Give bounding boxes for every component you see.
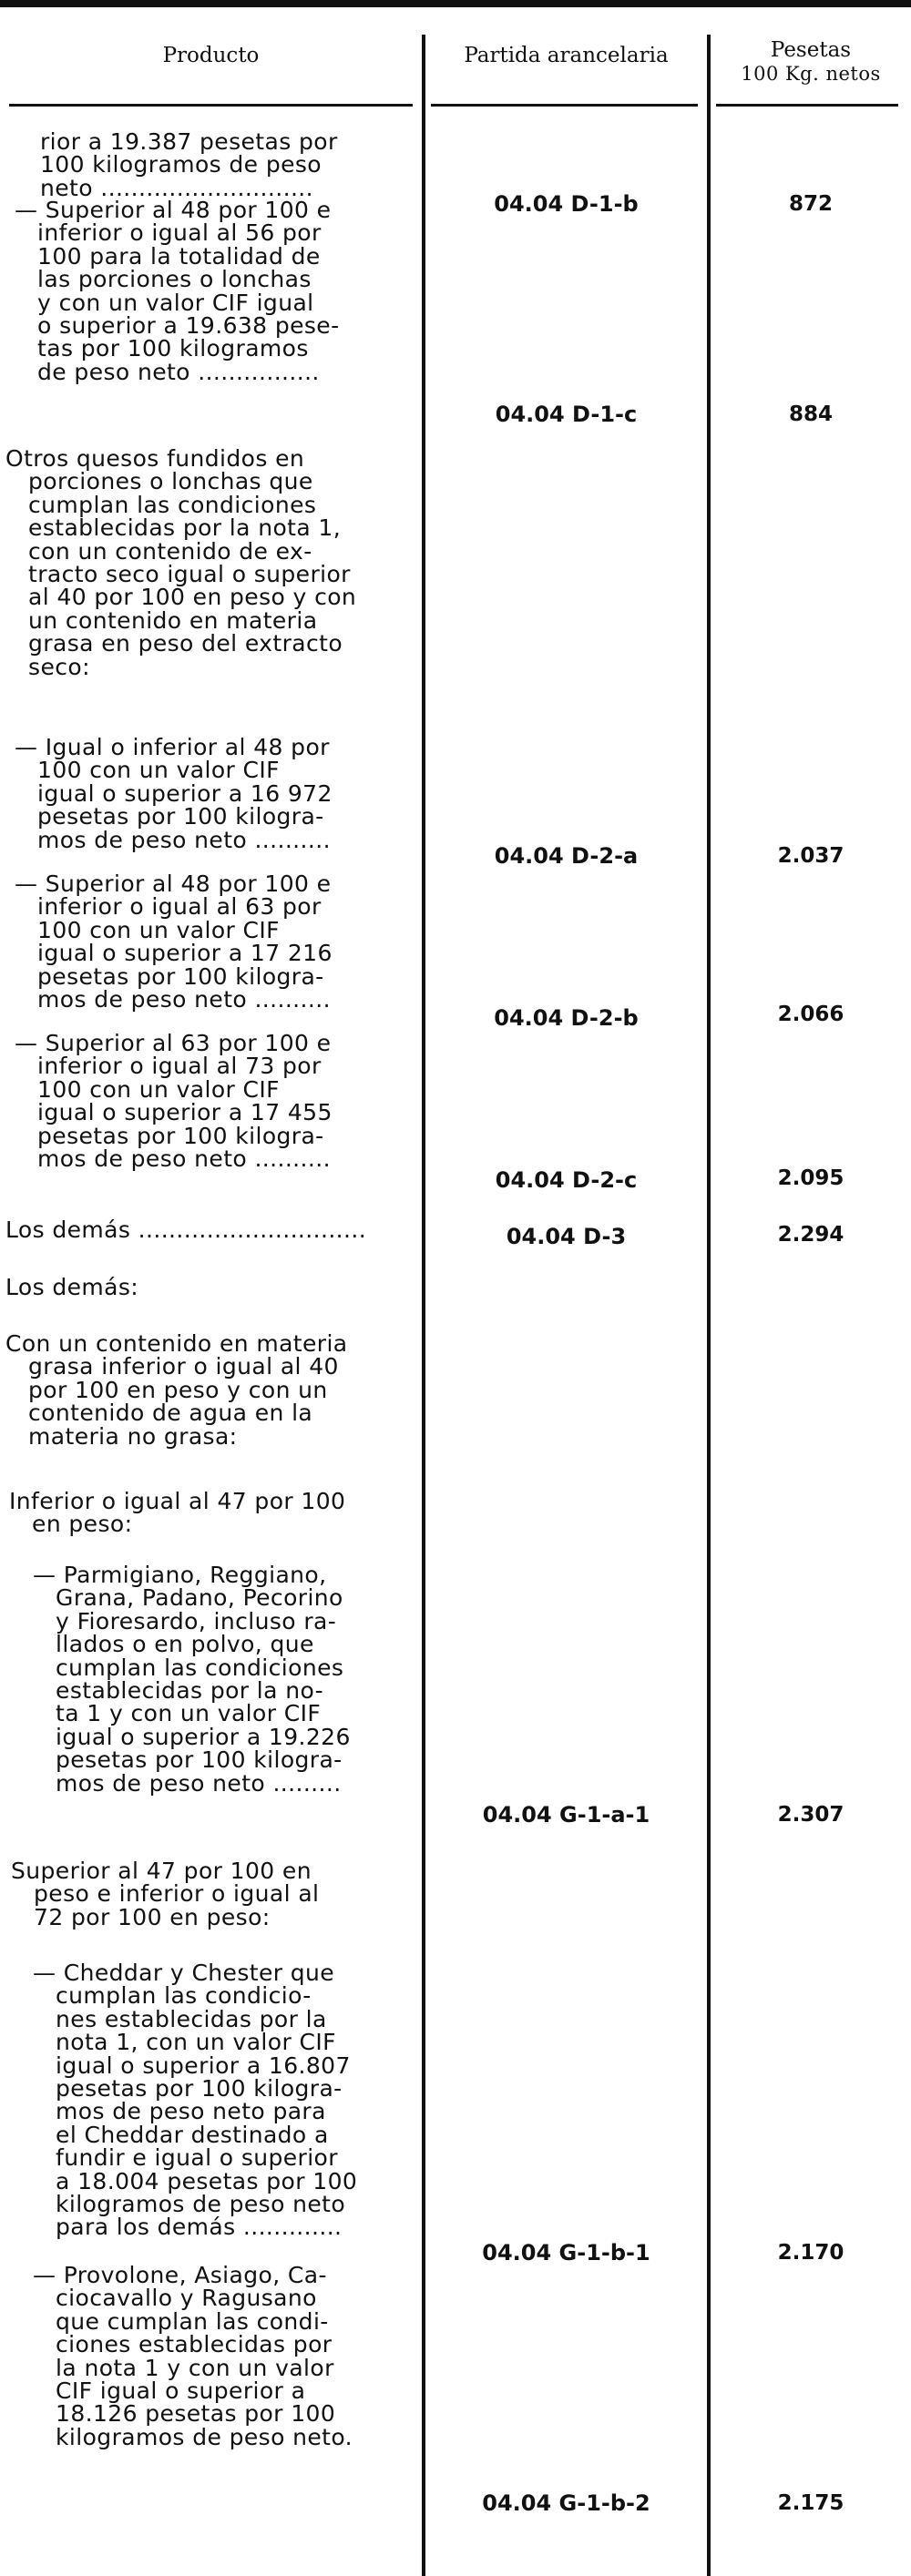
header-pesetas-sub: 100 Kg. netos [741,63,881,85]
tariff-code: 04.04 G-1-b-2 [482,2490,650,2516]
header-pesetas [711,38,911,86]
product-description: Los demás .............................. [5,1217,367,1243]
product-description: Con un contenido en materia grasa inferior o igual al 40 por 100 en peso y con un contenido de agua en la materia no grasa: [5,1330,348,1450]
product-description: — Igual o inferior al 48 por 100 con un valor CIF igual o superior a 16 972 pesetas por 100 kilogra- mos de peso neto .......... [15,734,333,853]
product-description: — Cheddar y Chester que cumplan las condicio- nes establecidas por la nota 1, con un valor CIF igual o superior a 16.807 pesetas por 100 kilogra- mos de peso neto para el Cheddar destinado a fundir e igual o superior a 18.004 pesetas por 100 kilogramos de peso neto para los demás ............. [33,1960,358,2241]
tariff-code: 04.04 D-1-c [495,402,638,427]
price-value: 2.175 [777,2491,844,2515]
tariff-code: 04.04 D-2-b [494,1005,639,1031]
price-value: 872 [788,192,833,216]
price-value: 2.294 [777,1223,844,1247]
product-description: Inferior o igual al 47 por 100 en peso: [9,1488,346,1538]
product-description: rior a 19.387 pesetas por 100 kilogramos de peso neto ............................ [40,128,338,201]
price-value: 884 [788,402,833,426]
price-value: 2.037 [777,844,844,868]
product-description: — Superior al 63 por 100 e inferior o igual al 73 por 100 con un valor CIF igual o superior a 17 455 pesetas por 100 kilogra- mos de peso neto .......... [15,1030,333,1173]
section-heading: Los demás: [5,1274,139,1300]
product-description: — Superior al 48 por 100 e inferior o igual al 56 por 100 para la totalidad de las porciones o lonchas y con un valor CIF igual o superior a 19.638 pese- tas por 100 kilogramos de peso neto ................ [15,197,340,385]
tariff-code: 04.04 D-3 [506,1224,627,1249]
price-value: 2.095 [777,1166,844,1190]
product-description: — Superior al 48 por 100 e inferior o igual al 63 por 100 con un valor CIF igual o superior a 17 216 pesetas por 100 kilogra- mos de peso neto .......... [15,871,333,1013]
tariff-code: 04.04 G-1-b-1 [482,2240,650,2265]
top-rule [0,0,911,7]
tariff-code: 04.04 D-2-c [495,1167,638,1193]
product-description: — Provolone, Asiago, Ca- ciocavallo y Ragusano que cumplan las condi- ciones establecidas por la nota 1 y con un valor CIF igual o superior a 18.126 pesetas por 100 kilogramos de peso neto. [33,2262,353,2450]
tariff-code: 04.04 D-2-a [494,843,639,869]
product-description: Otros quesos fundidos en porciones o lonchas que cumplan las condiciones establecidas por la nota 1, con un contenido de ex- tracto seco igual o superior al 40 por 100 en peso y con un contenido en materia grasa en peso del extracto seco: [5,445,357,680]
tariff-code: 04.04 G-1-a-1 [482,1802,650,1828]
price-value: 2.066 [777,1003,844,1026]
header-partida: Partida arancelaria [464,44,669,67]
header-producto: Producto [162,44,260,67]
tariff-code: 04.04 D-1-b [494,191,639,217]
header-rule-producto [9,104,413,107]
product-description: Superior al 47 por 100 en peso e inferior o igual al 72 por 100 en peso: [11,1858,320,1930]
price-value: 2.307 [777,1803,844,1827]
header-rule-partida [431,104,698,107]
price-value: 2.170 [777,2241,844,2265]
product-description: — Parmigiano, Reggiano, Grana, Padano, Pecorino y Fioresardo, incluso ra- llados o en polvo, que cumplan las condiciones establecidas por la no- ta 1 y con un valor CIF igual o superior a 19.226 pesetas por 100 kilogra- mos de peso neto ......... [33,1562,351,1797]
header-rule-pesetas [716,104,898,107]
header-pesetas-title: Pesetas [770,38,852,62]
